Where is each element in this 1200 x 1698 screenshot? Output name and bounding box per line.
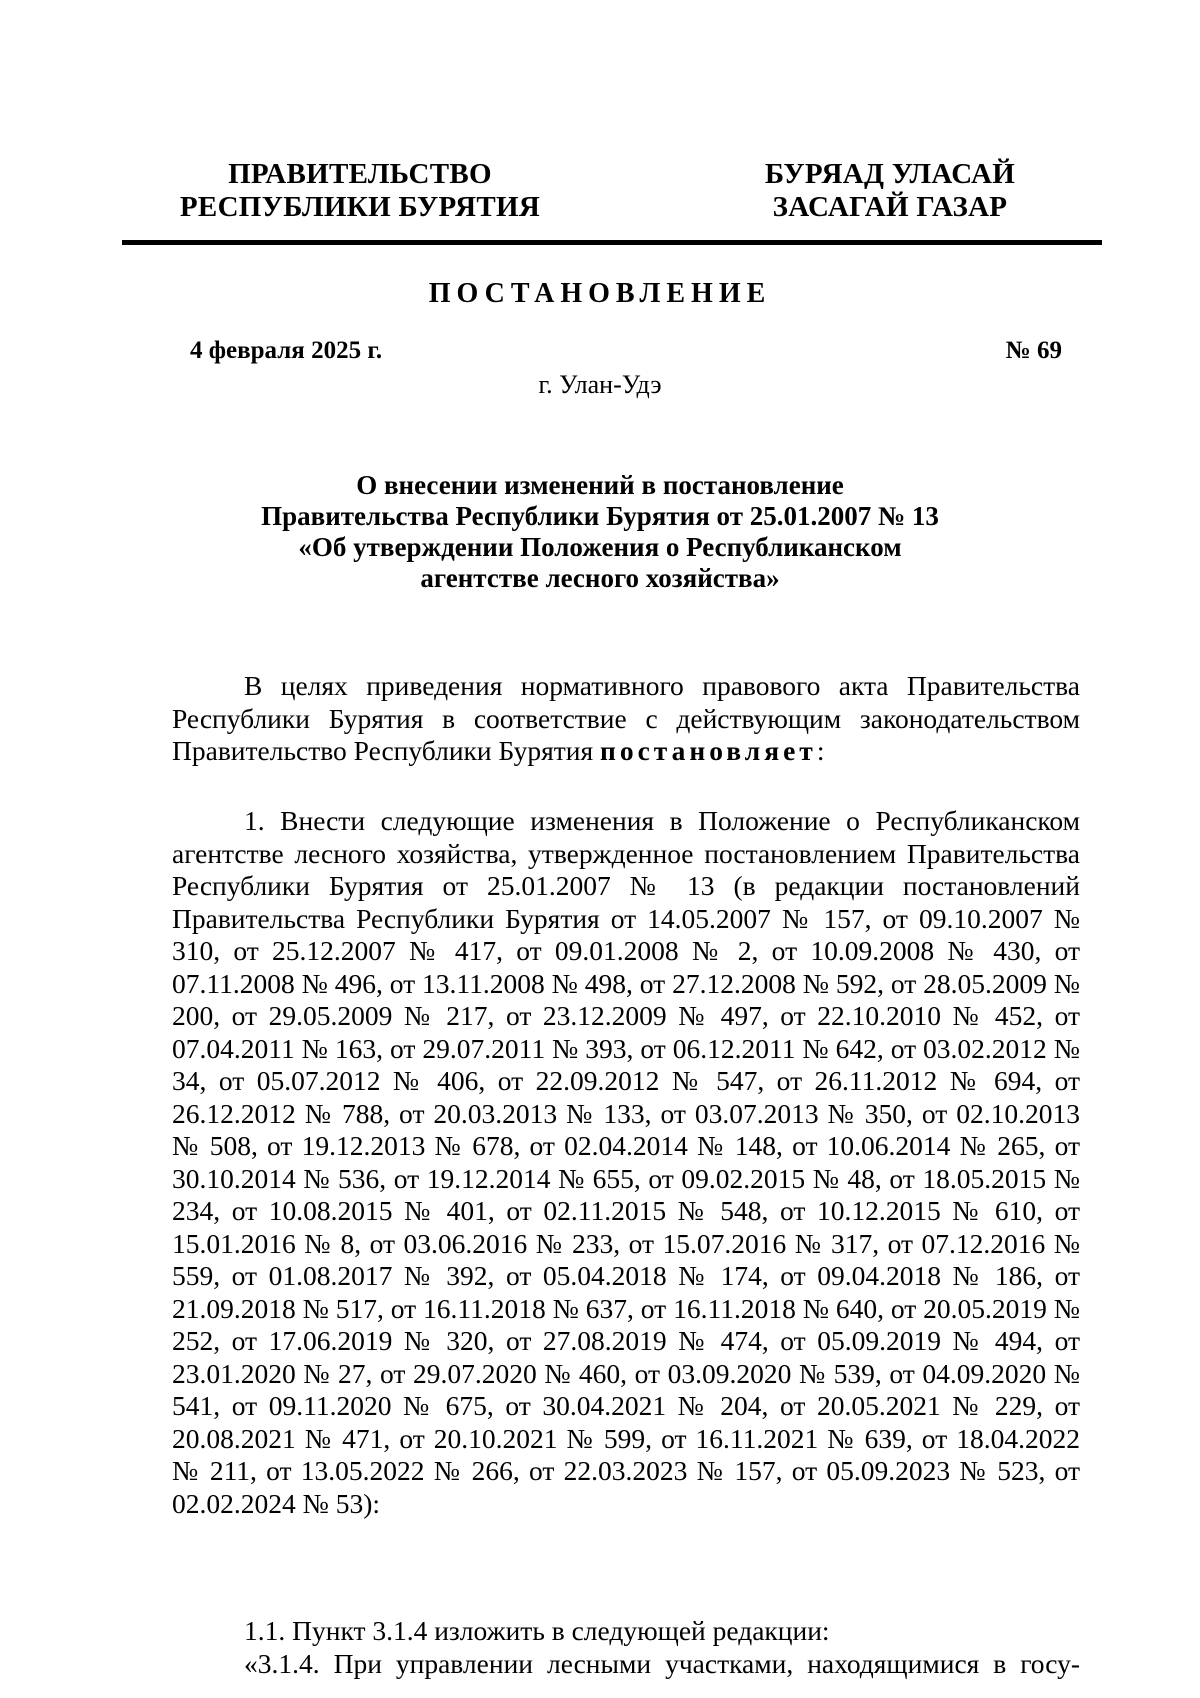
item-1-1 [172, 1615, 1080, 1680]
item-3-1-4-quote: «3.1.4. При управлении лесными участками, находящимися в госу- [244, 1647, 1080, 1679]
document-title [150, 470, 1050, 594]
title-line-3: «Об утверждении Положения о Республиканском [298, 532, 902, 562]
document-city: г. Улан-Удэ [538, 370, 662, 399]
header-left-line2: РЕСПУБЛИКИ БУРЯТИЯ [179, 191, 541, 223]
title-line-1: О внесении изменений в постановление [356, 470, 844, 500]
header-right-line2: ЗАСАГАЙ ГАЗАР [772, 191, 1008, 223]
title-line-4: агентстве лесного хозяйства» [420, 563, 780, 593]
preamble-text: В целях приведения нормативного правового акта Правительства Республики Бурятия в соответствие с действующим законодательством Правительство Республики Бурятия [172, 670, 1080, 766]
document-number: № 69 [1005, 337, 1062, 364]
preamble-verb: постановляет [600, 735, 817, 766]
preamble-end: : [816, 735, 825, 766]
item-1 [172, 805, 1080, 1520]
preamble-paragraph [172, 670, 1080, 768]
title-line-2: Правительства Республики Бурятия от 25.01.2007 № 13 [261, 501, 939, 531]
header-right-line1: БУРЯАД УЛАСАЙ [764, 158, 1016, 190]
header-divider [122, 240, 1102, 245]
item-1-1-paragraph: 1.1. Пункт 3.1.4 изложить в следующей редакции: [244, 1615, 830, 1646]
document-date: 4 февраля 2025 г. [190, 337, 383, 364]
header-government-ru [160, 158, 560, 224]
preamble [172, 670, 1080, 768]
item-1-paragraph: 1. Внести следующие изменения в Положение о Республиканском агентстве лесного хозяйства, утвержденное постановлением Правительства Республики Бурятия от 25.01.2007 № 13 (в редакции постановлений Правительства Республики Бурятия от 14.05.2007 № 157, от 09.10.2007 № 310, от 25.12.2007 № 417, от 09.01.2008 № 2, от 10.09.2008 № 430, от 07.11.2008 № 496, от 13.11.2008 № 498, от 27.12.2008 № 592, от 28.05.2009 № 200, от 29.05.2009 № 217, от 23.12.2009 № 497, от 22.10.2010 № 452, от 07.04.2011 № 163, от 29.07.2011 № 393, от 06.12.2011 № 642, от 03.02.2012 № 34, от 05.07.2012 № 406, от 22.09.2012 № 547, от 26.11.2012 № 694, от 26.12.2012 № 788, от 20.03.2013 № 133, от 03.07.2013 № 350, от 02.10.2013 № 508, от 19.12.2013 № 678, от 02.04.2014 № 148, от 10.06.2014 № 265, от 30.10.2014 № 536, от 19.12.2014 № 655, от 09.02.2015 № 48, от 18.05.2015 № 234, от 10.08.2015 № 401, от 02.11.2015 № 548, от 10.12.2015 № 610, от 15.01.2016 № 8, от 03.06.2016 № 233, от 15.07.2016 № 317, от 07.12.2016 № 559, от 01.08.2017 № 392, от 05.04.2018 № 174, от 09.04.2018 № 186, от 21.09.2018 № 517, от 16.11.2018 № 637, от 16.11.2018 № 640, от 20.05.2019 № 252, от 17.06.2019 № 320, от 27.08.2019 № 474, от 05.09.2019 № 494, от 23.01.2020 № 27, от 29.07.2020 № 460, от 03.09.2020 № 539, от 04.09.2020 № 541, от 09.11.2020 № 675, от 30.04.2021 № 204, от 20.05.2021 № 229, от 20.08.2021 № 471, от 20.10.2021 № 599, от 16.11.2021 № 639, от 18.04.2022 № 211, от 13.05.2022 № 266, от 22.03.2023 № 157, от 05.09.2023 № 523, от 02.02.2024 № 53): [172, 805, 1080, 1519]
header-left-line1: ПРАВИТЕЛЬСТВО [228, 158, 492, 190]
document-type: ПОСТАНОВЛЕНИЕ [428, 278, 772, 309]
header-government-bua [740, 158, 1040, 224]
